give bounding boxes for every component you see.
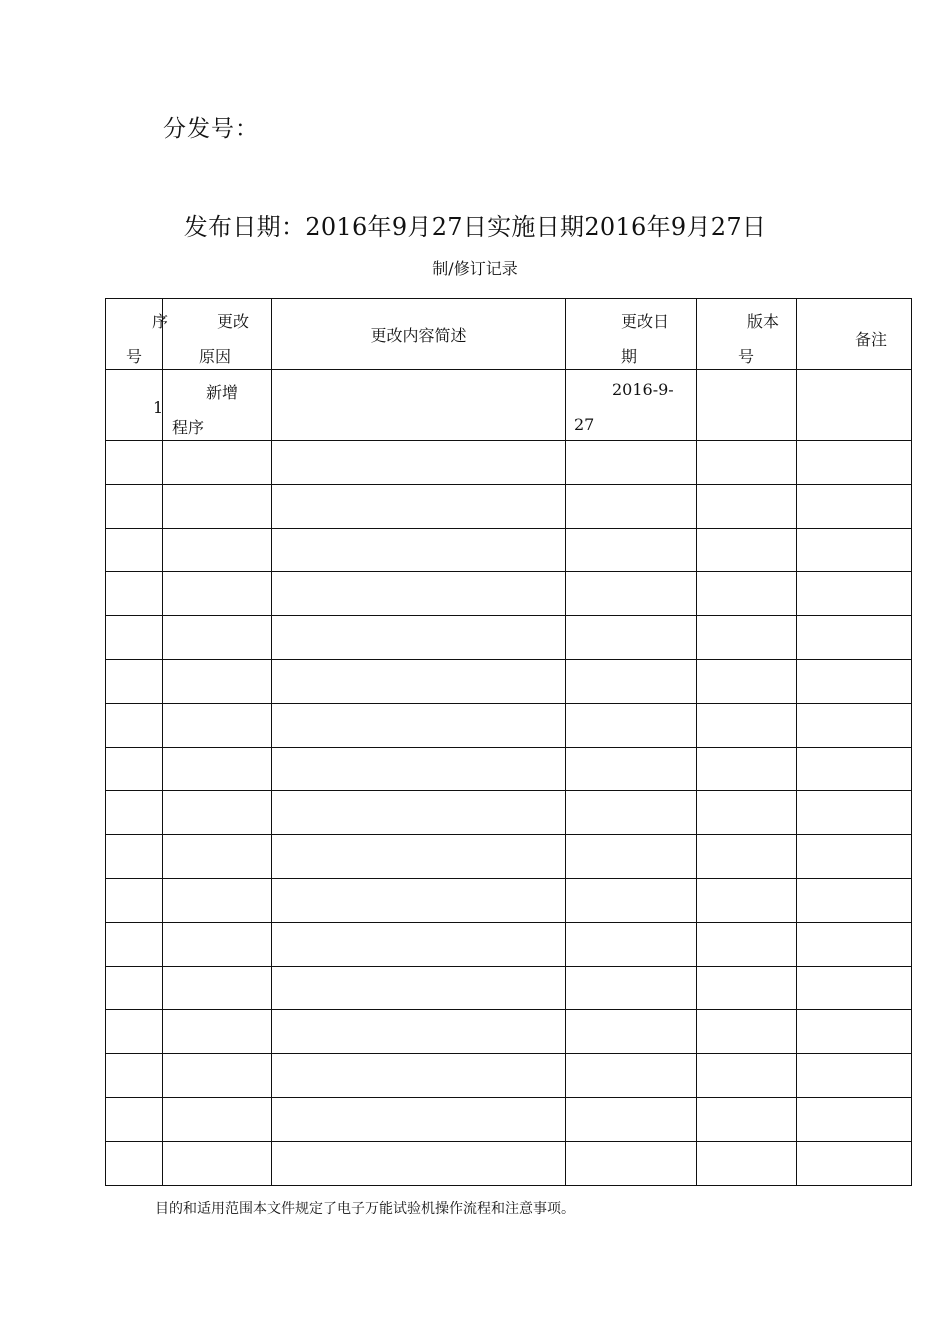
table-cell: [797, 572, 912, 616]
table-cell: [797, 1054, 912, 1098]
table-cell: [797, 441, 912, 485]
table-cell: [272, 1010, 566, 1054]
table-cell: [163, 484, 272, 528]
table-cell: [697, 659, 797, 703]
header-seq: [106, 299, 169, 370]
table-cell: [697, 835, 797, 879]
table-cell: [566, 1054, 697, 1098]
header-remarks: [797, 299, 912, 370]
cell-reason: [163, 370, 272, 441]
row-reason-top: 新增: [206, 383, 239, 402]
table-cell: [797, 659, 912, 703]
table-cell: [272, 747, 566, 791]
table-cell: [106, 878, 163, 922]
table-row: [106, 1141, 912, 1185]
table-cell: [106, 528, 163, 572]
table-cell: [163, 1010, 272, 1054]
table-cell: [697, 528, 797, 572]
purpose-scope-text: 目的和适用范围本文件规定了电子万能试验机操作流程和注意事项。: [155, 1201, 575, 1217]
table-cell: [106, 966, 163, 1010]
header-version: [697, 299, 797, 370]
table-cell: [272, 878, 566, 922]
table-row: [106, 484, 912, 528]
table-row: [106, 616, 912, 660]
table-cell: [163, 835, 272, 879]
table-cell: [797, 616, 912, 660]
cell-seq: [106, 370, 163, 441]
header-seq-top: 序: [152, 312, 169, 331]
table-cell: [163, 659, 272, 703]
table-cell: [697, 966, 797, 1010]
table-cell: [163, 791, 272, 835]
table-cell: [566, 791, 697, 835]
table-cell: [272, 835, 566, 879]
table-cell: [163, 1097, 272, 1141]
table-cell: [566, 484, 697, 528]
table-row: [106, 1097, 912, 1141]
table-cell: [163, 703, 272, 747]
table-cell: [106, 747, 163, 791]
table-row: [106, 441, 912, 485]
table-cell: [566, 616, 697, 660]
header-date-bottom: 期: [621, 347, 638, 366]
table-cell: [566, 659, 697, 703]
table-cell: [272, 703, 566, 747]
table-cell: [697, 703, 797, 747]
table-cell: [797, 1010, 912, 1054]
table-cell: [566, 703, 697, 747]
table-cell: [797, 528, 912, 572]
table-cell: [106, 791, 163, 835]
table-cell: [272, 1054, 566, 1098]
table-cell: [106, 1010, 163, 1054]
table-cell: [797, 966, 912, 1010]
table-cell: [566, 1010, 697, 1054]
table-cell: [272, 616, 566, 660]
table-cell: [272, 1097, 566, 1141]
table-cell: [797, 484, 912, 528]
table-row: [106, 791, 912, 835]
release-date-line: 发布日期：2016年9月27日实施日期2016年9月27日: [183, 213, 767, 241]
table-cell: [163, 528, 272, 572]
table-cell: [106, 659, 163, 703]
table-cell: [566, 835, 697, 879]
table-cell: [697, 1097, 797, 1141]
table-cell: [697, 572, 797, 616]
table-cell: [163, 747, 272, 791]
table-cell: [163, 572, 272, 616]
table-cell: [106, 1097, 163, 1141]
table-cell: [797, 922, 912, 966]
table-cell: [163, 878, 272, 922]
table-cell: [106, 835, 163, 879]
distribution-number-label: 分发号：: [163, 116, 259, 142]
header-reason: [163, 299, 272, 370]
table-cell: [797, 835, 912, 879]
table-row: [106, 747, 912, 791]
table-cell: [106, 441, 163, 485]
table-cell: [106, 1141, 163, 1185]
table-cell: [272, 484, 566, 528]
row-seq: 1: [153, 398, 164, 417]
table-cell: [697, 747, 797, 791]
table-cell: [272, 572, 566, 616]
table-cell: [566, 878, 697, 922]
table-cell: [272, 966, 566, 1010]
table-cell: [272, 528, 566, 572]
row-reason-bottom: 程序: [172, 418, 205, 437]
revision-record-title: 制/修订记录: [432, 259, 518, 278]
header-date-top: 更改日: [621, 312, 670, 331]
table-cell: [697, 922, 797, 966]
table-cell: [797, 1141, 912, 1185]
table-cell: [797, 791, 912, 835]
table-cell: [163, 1141, 272, 1185]
table-cell: [566, 1097, 697, 1141]
table-row: [106, 528, 912, 572]
table-row: [106, 370, 912, 441]
table-cell: [106, 922, 163, 966]
table-cell: [163, 966, 272, 1010]
table-cell: [797, 1097, 912, 1141]
revision-record-table: [105, 298, 912, 1186]
table-row: [106, 703, 912, 747]
table-cell: [272, 791, 566, 835]
header-date: [566, 299, 697, 370]
table-cell: [163, 441, 272, 485]
table-cell: [697, 1054, 797, 1098]
table-cell: [106, 616, 163, 660]
table-row: [106, 659, 912, 703]
table-row: [106, 922, 912, 966]
cell-description: [272, 370, 566, 441]
header-remarks-label: 备注: [855, 330, 888, 349]
table-cell: [272, 441, 566, 485]
table-cell: [272, 922, 566, 966]
table-row: [106, 1054, 912, 1098]
header-reason-bottom: 原因: [199, 347, 232, 366]
table-cell: [566, 1141, 697, 1185]
header-seq-bottom: 号: [126, 347, 143, 366]
table-cell: [163, 1054, 272, 1098]
table-cell: [566, 747, 697, 791]
table-cell: [566, 922, 697, 966]
table-cell: [106, 703, 163, 747]
table-cell: [566, 528, 697, 572]
table-cell: [697, 791, 797, 835]
table-cell: [106, 1054, 163, 1098]
table-cell: [163, 922, 272, 966]
table-cell: [106, 572, 163, 616]
table-cell: [697, 878, 797, 922]
header-version-top: 版本: [747, 312, 780, 331]
table-cell: [566, 572, 697, 616]
table-cell: [797, 747, 912, 791]
table-row: [106, 878, 912, 922]
header-version-bottom: 号: [738, 347, 755, 366]
table-row: [106, 1010, 912, 1054]
table-row: [106, 835, 912, 879]
table-row: [106, 966, 912, 1010]
row-date-top: 2016-9-: [612, 380, 674, 399]
table-cell: [106, 484, 163, 528]
table-cell: [797, 703, 912, 747]
table-cell: [566, 966, 697, 1010]
cell-version: [697, 370, 797, 441]
cell-remarks: [797, 370, 912, 441]
table-cell: [697, 1010, 797, 1054]
table-row: [106, 572, 912, 616]
cell-date: [566, 370, 697, 441]
table-cell: [697, 1141, 797, 1185]
table-cell: [697, 441, 797, 485]
table-cell: [697, 484, 797, 528]
table-cell: [163, 616, 272, 660]
table-cell: [566, 441, 697, 485]
table-cell: [797, 878, 912, 922]
table-cell: [697, 616, 797, 660]
row-date-bottom: 27: [574, 415, 595, 434]
header-reason-top: 更改: [217, 312, 250, 331]
table-header-row: [106, 299, 912, 370]
table-cell: [272, 1141, 566, 1185]
header-description: 更改内容简述: [272, 299, 566, 370]
table-cell: [272, 659, 566, 703]
